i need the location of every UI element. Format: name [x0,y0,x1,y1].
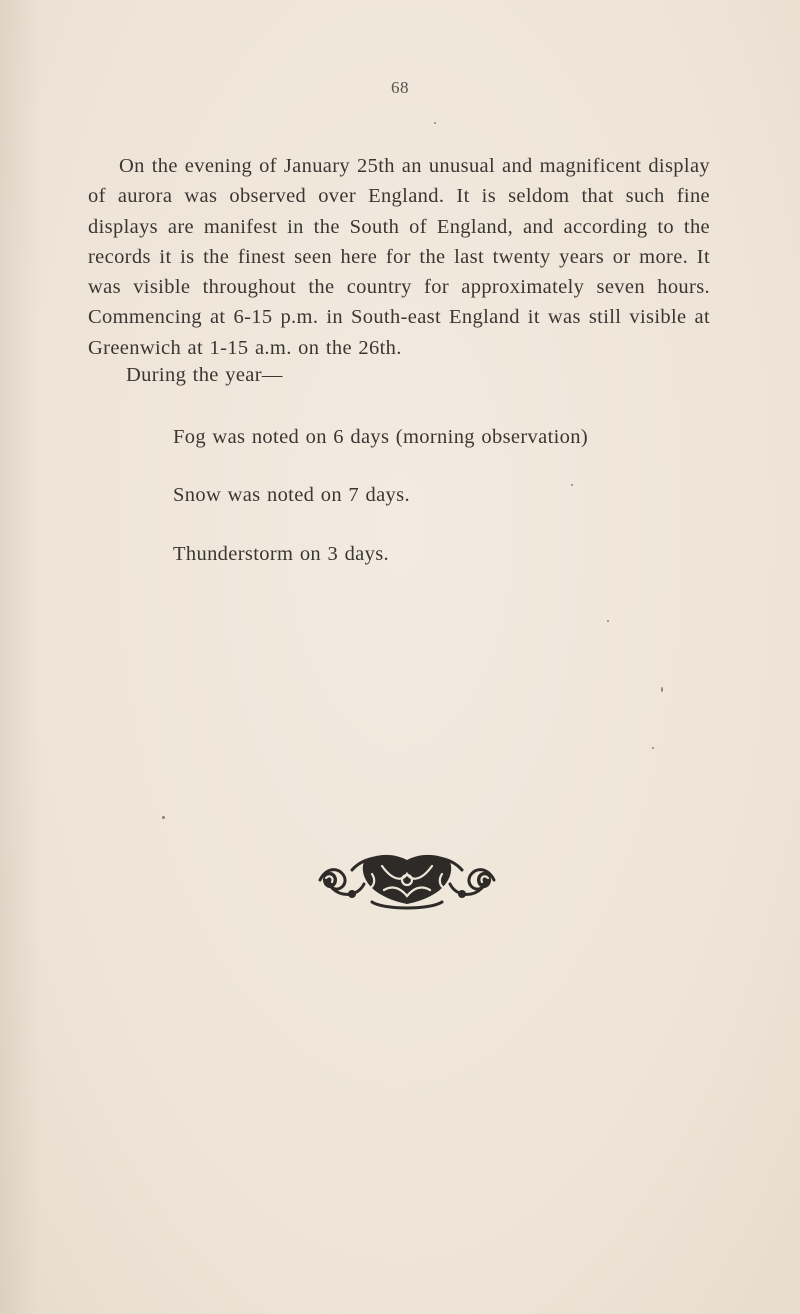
paper-speck [434,122,436,124]
paper-speck [661,687,663,692]
paper-speck [571,484,573,486]
page-number: 68 [391,78,409,97]
paper-speck [162,816,165,819]
paper-speck [652,747,654,749]
during-year-intro: During the year— [126,364,283,386]
paper-speck [607,620,609,622]
decorative-tailpiece-icon [312,850,502,912]
aurora-paragraph: On the evening of January 25th an unusual and magnificent display of aurora was observed over England. It is seldom that such fine displays are manifest in the South of England, and according to the records it is the finest seen here for the last twenty years or more. It was visible throughout the country for approximately seven hours. Commencing at 6-15 p.m. in South-east England it was still visible at Greenwich at 1-15 a.m. on the 26th. [88,155,710,359]
list-item-thunderstorm: Thunderstorm on 3 days. [173,543,390,565]
list-item-snow: Snow was noted on 7 days. [173,484,410,506]
list-item-fog: Fog was noted on 6 days (morning observation) [173,426,589,448]
